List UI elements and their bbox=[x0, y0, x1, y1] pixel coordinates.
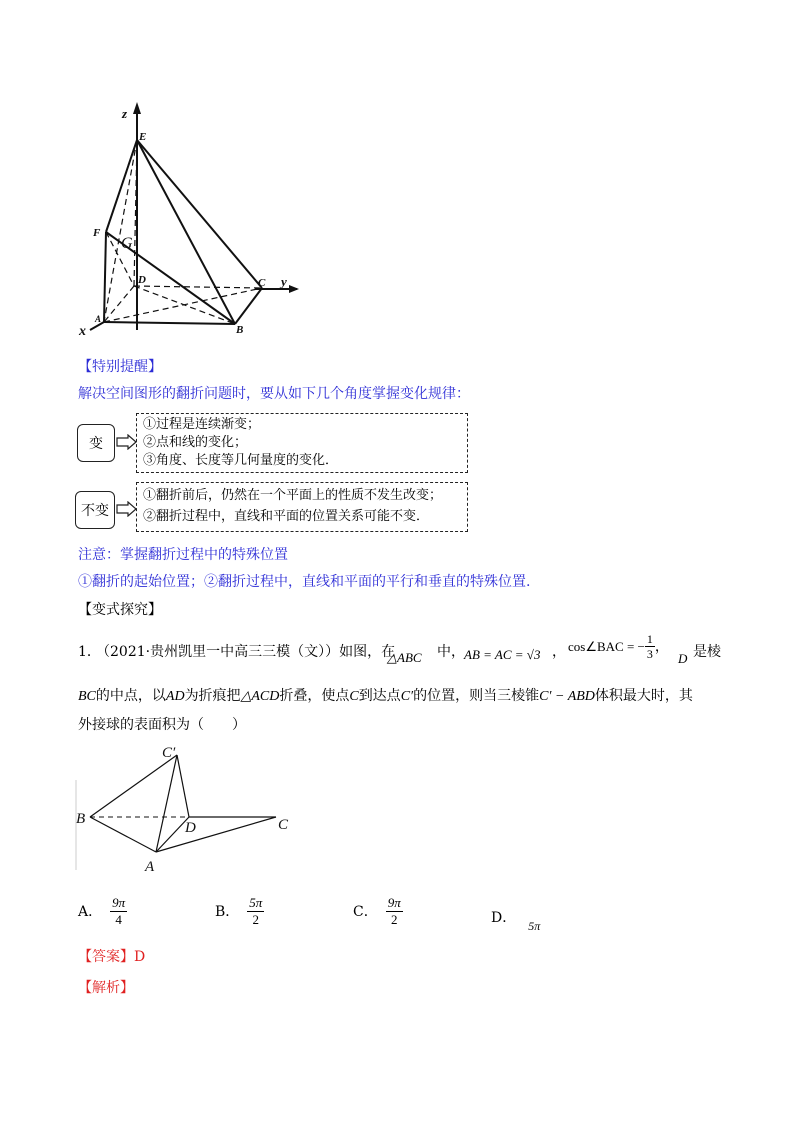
option-c[interactable] bbox=[353, 895, 403, 928]
math-cos-den: 3 bbox=[646, 647, 653, 661]
tip-intro: 解决空间图形的翻折问题时，要从如下几个角度掌握变化规律： bbox=[78, 386, 470, 402]
problem-line2-text-e: 的位置，则当三棱锥 bbox=[413, 688, 540, 704]
math-point-c: C bbox=[349, 689, 359, 704]
nochange-label: 不变 bbox=[81, 503, 109, 519]
change-arrow-icon bbox=[116, 434, 138, 450]
math-cos-prefix: cos∠BAC = − bbox=[568, 638, 645, 654]
answer-label: 【答案】 bbox=[78, 949, 134, 965]
math-ad: AD bbox=[165, 689, 185, 704]
math-point-cprime: C′ bbox=[400, 689, 414, 704]
problem-line2-text-d: 到达点 bbox=[358, 688, 401, 704]
label-B2: B bbox=[76, 811, 86, 827]
label-C: C bbox=[258, 277, 266, 289]
problem-line2-text-a: 的中点，以 bbox=[95, 688, 166, 704]
option-b-den: 2 bbox=[252, 912, 260, 927]
tip-note-1: 注意：掌握翻折过程中的特殊位置 bbox=[78, 547, 288, 563]
nochange-items-box bbox=[136, 482, 468, 532]
problem-source: （2021·贵州凯里一中高三三模（文））如图，在 bbox=[96, 644, 396, 660]
option-c-fraction bbox=[386, 895, 403, 928]
label-D: D bbox=[138, 274, 146, 286]
option-b-num: 5π bbox=[249, 895, 263, 910]
option-a-num: 9π bbox=[112, 895, 126, 910]
change-label-box bbox=[77, 424, 115, 462]
option-b-fraction bbox=[247, 895, 264, 928]
label-G: G bbox=[121, 235, 133, 252]
option-c-letter: C． bbox=[353, 903, 378, 920]
math-bc: BC bbox=[78, 689, 96, 704]
math-ab-ac: AB = AC = √3 bbox=[464, 647, 541, 662]
nochange-item-2: ②翻折过程中，直线和平面的位置关系可能不变． bbox=[143, 509, 430, 524]
nochange-item-1: ①翻折前后，仍然在一个平面上的性质不发生改变； bbox=[143, 488, 443, 503]
change-item-2: ②点和线的变化； bbox=[143, 435, 248, 450]
option-a[interactable] bbox=[78, 895, 127, 928]
change-label: 变 bbox=[89, 436, 103, 452]
label-B: B bbox=[236, 324, 244, 336]
figure-fold bbox=[72, 740, 302, 880]
change-items-box bbox=[136, 413, 468, 473]
label-D2: D bbox=[185, 820, 196, 836]
problem-line-2 bbox=[78, 685, 693, 705]
tip-note-2: ①翻折的起始位置；②翻折过程中，直线和平面的平行和垂直的特殊位置. bbox=[78, 574, 531, 590]
math-pyramid: C′ − ABD bbox=[539, 689, 595, 704]
label-F: F bbox=[93, 227, 101, 239]
tip-title: 【特别提醒】 bbox=[78, 359, 162, 375]
answer-value: D bbox=[134, 949, 146, 965]
label-y: y bbox=[281, 274, 287, 289]
label-A: A bbox=[95, 314, 102, 324]
problem-comma-2: ， bbox=[654, 638, 669, 655]
problem-shi-leng: 是棱 bbox=[693, 644, 721, 660]
change-item-3: ③角度、长度等几何量度的变化． bbox=[143, 453, 339, 468]
problem-line2-text-c: 折叠，使点 bbox=[279, 688, 350, 704]
option-d-value: 5π bbox=[528, 919, 541, 933]
option-a-letter: A． bbox=[78, 903, 103, 920]
label-Cprime: C′ bbox=[162, 745, 176, 761]
math-cos-num: 1 bbox=[646, 632, 653, 646]
change-item-1: ①过程是连续渐变； bbox=[143, 417, 261, 432]
nochange-arrow-icon bbox=[116, 501, 138, 517]
problem-zhong: 中， bbox=[437, 644, 465, 660]
problem-line2-text-f: 体积最大时，其 bbox=[594, 688, 693, 704]
option-a-fraction bbox=[110, 895, 127, 928]
option-b-letter: B． bbox=[215, 903, 240, 920]
option-d[interactable] bbox=[491, 908, 541, 933]
label-C2: C bbox=[278, 817, 289, 833]
option-c-num: 9π bbox=[387, 895, 401, 910]
math-cos-fraction bbox=[645, 632, 655, 661]
label-E: E bbox=[139, 131, 147, 143]
section-title: 【变式探究】 bbox=[78, 602, 162, 618]
problem-number: 1． bbox=[78, 644, 101, 660]
answer bbox=[78, 947, 145, 967]
option-d-letter: D． bbox=[491, 910, 517, 926]
label-x: x bbox=[79, 324, 86, 339]
analysis-label: 【解析】 bbox=[78, 980, 134, 996]
problem-line2-text-b: 为折痕把 bbox=[184, 688, 241, 704]
math-cos bbox=[568, 632, 669, 661]
option-a-den: 4 bbox=[115, 912, 122, 927]
math-triangle-acd: △ACD bbox=[240, 689, 280, 704]
label-z: z bbox=[122, 106, 128, 121]
nochange-label-box bbox=[75, 491, 115, 529]
math-D: D bbox=[678, 651, 688, 666]
option-c-den: 2 bbox=[390, 912, 398, 927]
math-triangle-abc: △ABC bbox=[387, 650, 422, 665]
problem-comma-1: ， bbox=[552, 644, 566, 660]
option-b[interactable] bbox=[215, 895, 264, 928]
problem-line-3: 外接球的表面积为（ ） bbox=[78, 717, 246, 733]
figure-3d-solid bbox=[70, 95, 310, 355]
label-A2: A bbox=[145, 859, 155, 875]
